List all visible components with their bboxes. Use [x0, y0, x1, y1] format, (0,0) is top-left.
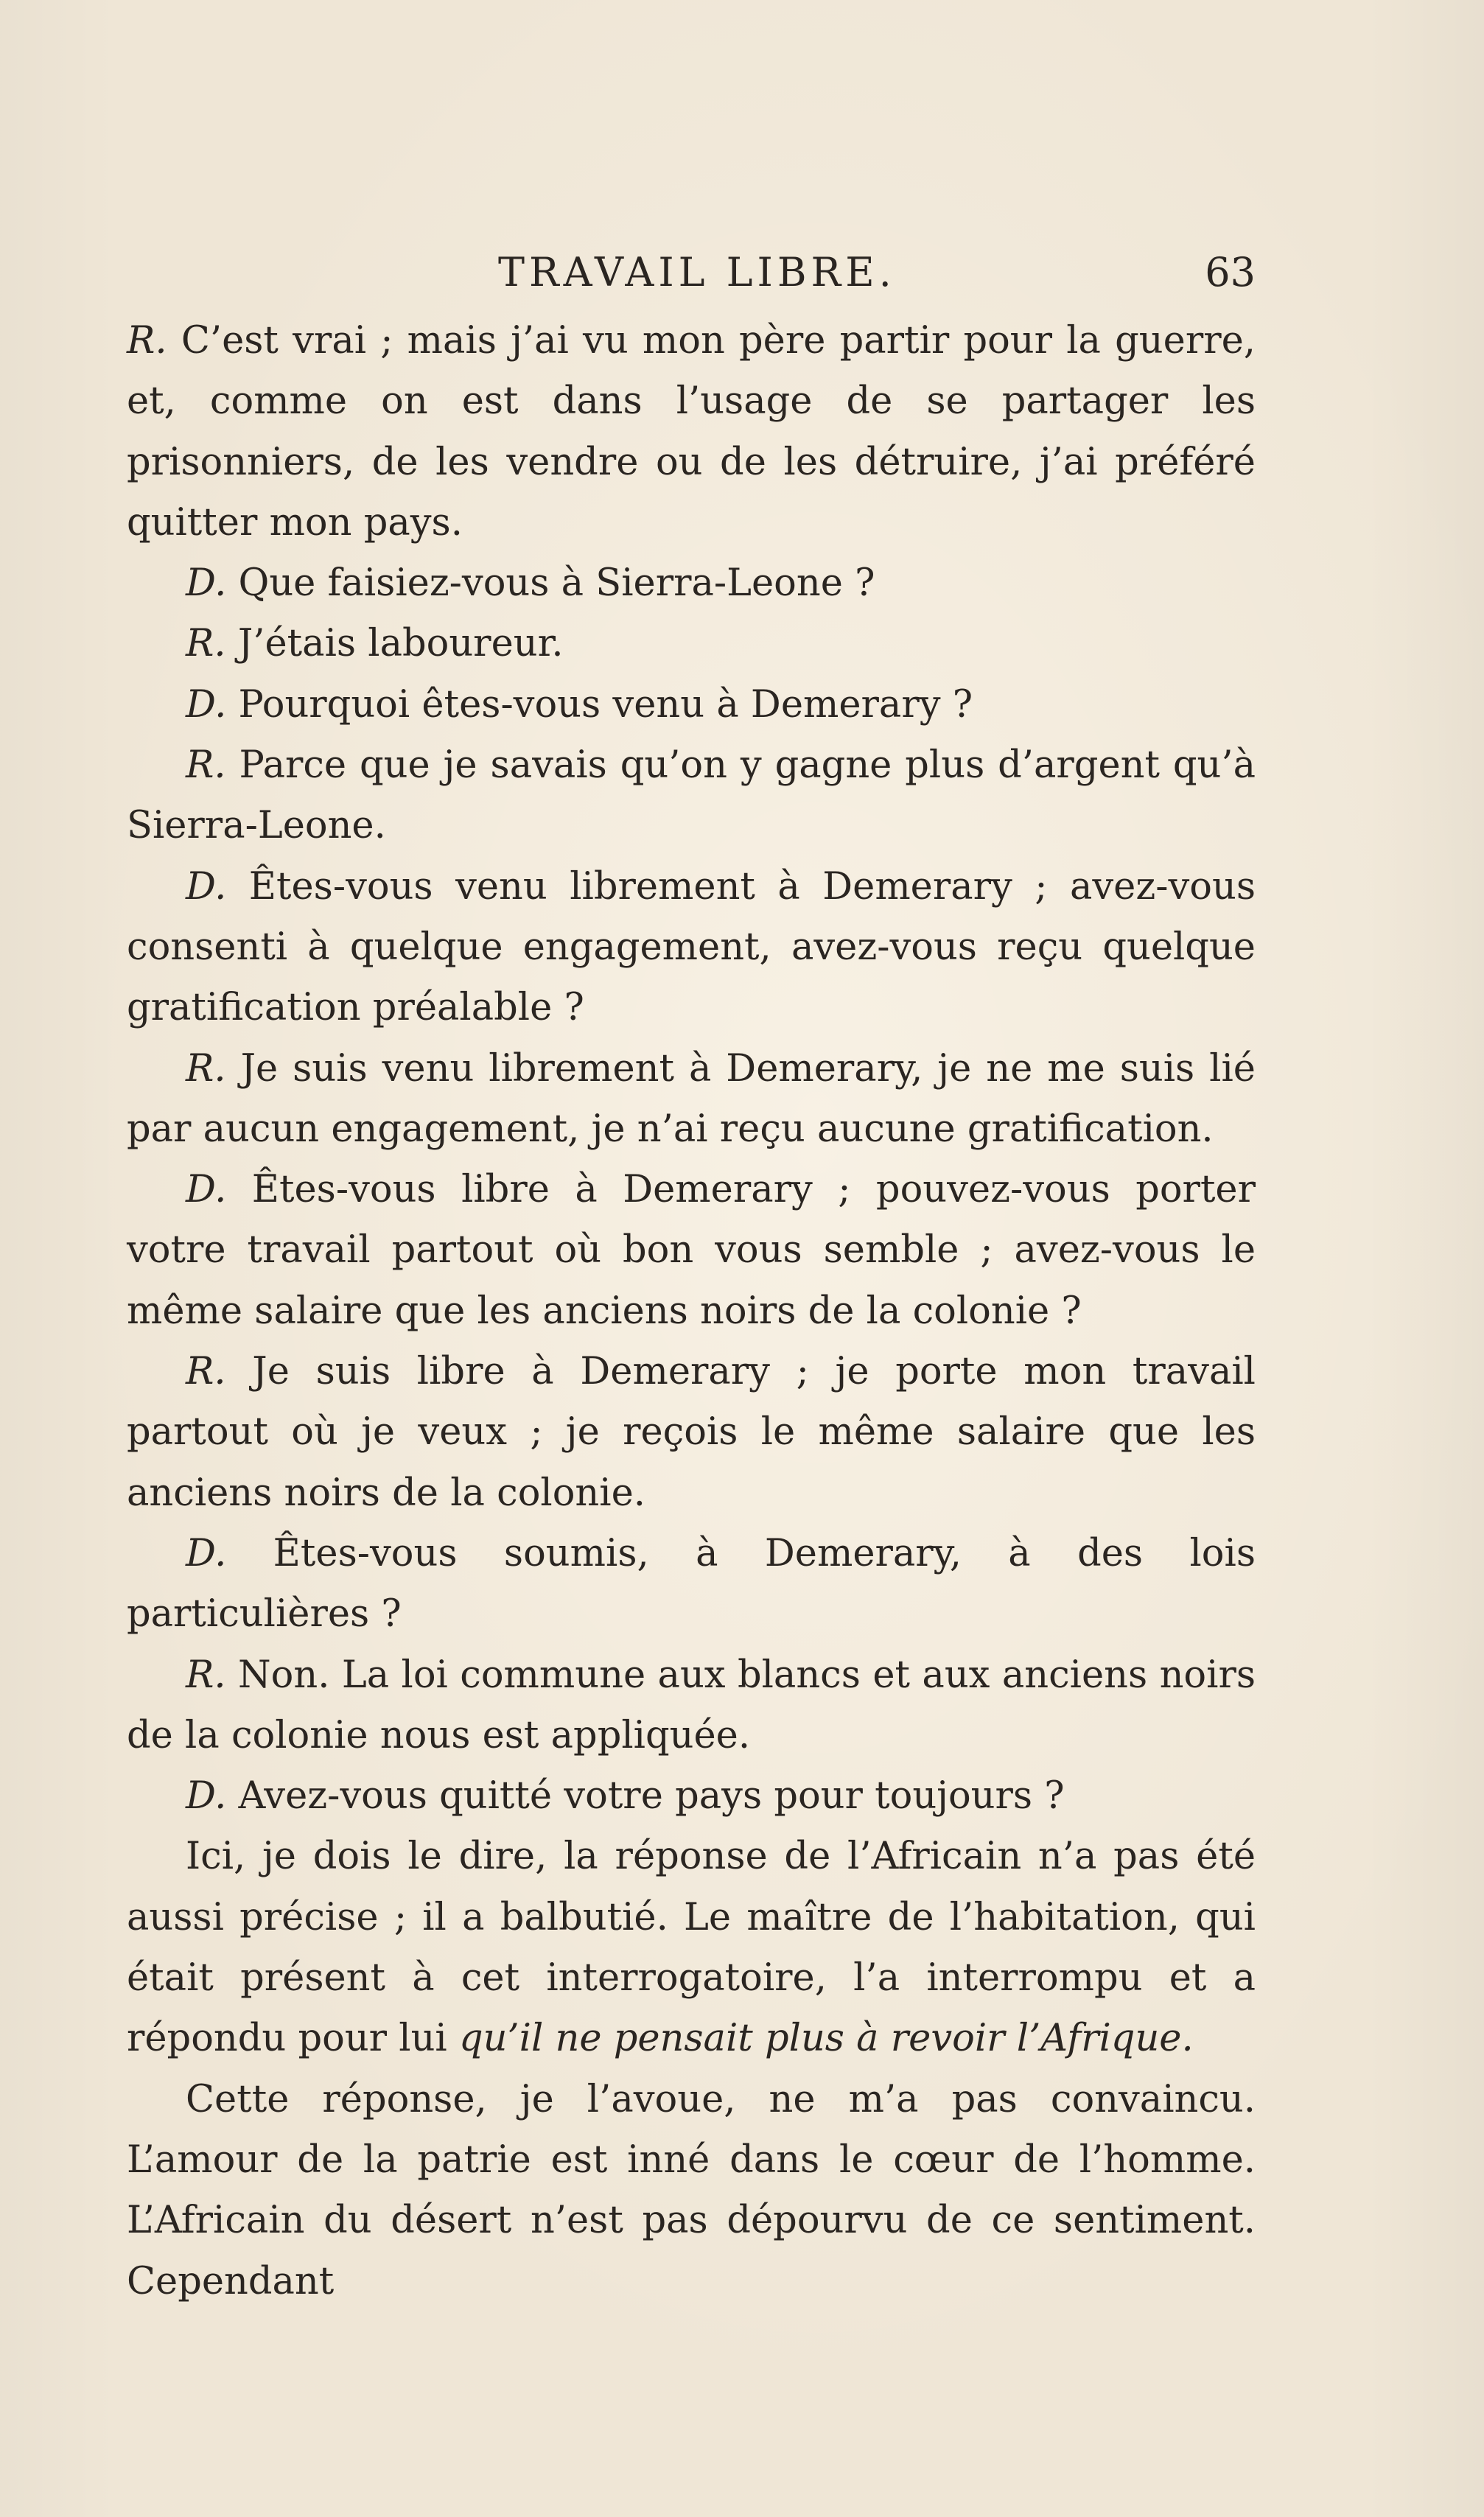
paragraph-text: Parce que je savais qu’on y gagne plus d’argent qu’à Sierra-Leone. — [127, 743, 1256, 848]
paragraph-text: Cette réponse, je l’avoue, ne m’a pas convaincu. L’amour de la patrie est inné dans le cœur de l’homme. L’Africain du désert n’est pas dépourvu de ce sentiment. Cependant — [127, 2077, 1256, 2303]
paragraph-text: Non. La loi commune aux blancs et aux anciens noirs de la colonie nous est appliquée. — [127, 1653, 1256, 1757]
speaker-label: R. — [186, 622, 226, 666]
paragraph — [127, 1766, 1256, 1827]
paragraph-text: Je suis venu librement à Demerary, je ne me suis lié par aucun engagement, je n’ai reçu aucune gratification. — [127, 1046, 1256, 1151]
paragraph — [127, 1827, 1256, 2069]
paragraph-text: Avez-vous quitté votre pays pour toujours ? — [226, 1774, 1065, 1818]
paragraph — [127, 311, 1256, 553]
paragraph — [127, 735, 1256, 857]
paragraph — [127, 614, 1256, 674]
speaker-label: D. — [186, 561, 227, 606]
speaker-label: R. — [186, 743, 226, 788]
paragraph-text: Êtes-vous libre à Demerary ; pouvez-vous porter votre travail partout où bon vous semble ; avez-vous le même salaire que les anciens noirs de la colonie ? — [127, 1168, 1256, 1333]
speaker-label: R. — [186, 1653, 226, 1697]
paragraph-text: Je suis libre à Demerary ; je porte mon travail partout où je veux ; je reçois le même salaire que les anciens noirs de la colonie. — [127, 1350, 1256, 1515]
paragraph — [127, 1645, 1256, 1767]
paragraph-text: J’étais laboureur. — [225, 622, 564, 666]
body-text — [127, 311, 1256, 2312]
paragraph — [127, 1039, 1256, 1161]
speaker-label: D. — [186, 1168, 227, 1212]
paragraph-text: Que faisiez-vous à Sierra-Leone ? — [226, 561, 875, 606]
paragraph-text: Êtes-vous venu librement à Demerary ; avez-vous consenti à quelque engagement, avez-vous reçu quelque gratification préalable ? — [127, 864, 1256, 1030]
page-number: 63 — [1205, 249, 1256, 295]
speaker-label: D. — [186, 682, 227, 727]
paragraph — [127, 1160, 1256, 1342]
speaker-label: D. — [186, 1774, 227, 1818]
paragraph-text: Êtes-vous soumis, à Demerary, à des lois particulières ? — [127, 1531, 1256, 1636]
speaker-label: R. — [186, 1046, 226, 1091]
paragraph — [127, 857, 1256, 1039]
speaker-label: R. — [186, 1350, 226, 1394]
paragraph — [127, 1342, 1256, 1524]
speaker-label: D. — [186, 864, 227, 909]
running-header — [127, 243, 1256, 302]
paragraph-text: Ici, je dois le dire, la réponse de l’Africain n’a pas été aussi précise ; il a balbutié. Le maître de l’habitation, qui était présent à cet interrogatoire, l’a interrompu et a répondu pour lui — [127, 1835, 1256, 2061]
paragraph — [127, 675, 1256, 735]
speaker-label: D. — [186, 1531, 227, 1575]
emphasized-quote: qu’il ne pensait plus à revoir l’Afrique. — [458, 2017, 1194, 2061]
paragraph — [127, 1524, 1256, 1645]
paragraph-text: Pourquoi êtes-vous venu à Demerary ? — [226, 682, 973, 727]
paragraph-text: C’est vrai ; mais j’ai vu mon père partir pour la guerre, et, comme on est dans l’usage de se partager les prisonniers, de les vendre ou de les détruire, j’ai préféré quitter mon pays. — [127, 319, 1256, 545]
paragraph — [127, 2070, 1256, 2312]
running-title: TRAVAIL LIBRE. — [498, 249, 896, 295]
paragraph — [127, 553, 1256, 614]
speaker-label: R. — [127, 319, 167, 363]
